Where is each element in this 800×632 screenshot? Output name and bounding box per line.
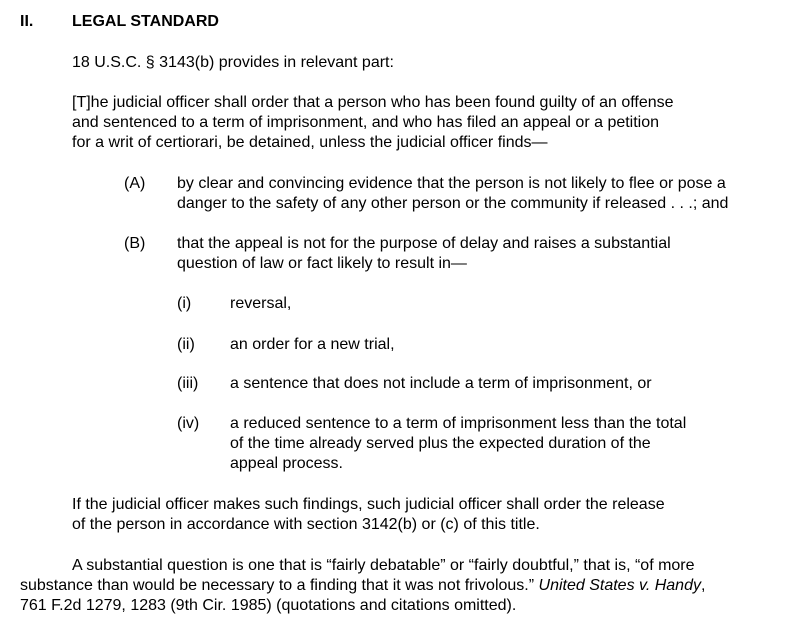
clause-b-text (177, 234, 671, 274)
subclause-line: appeal process. (230, 455, 343, 472)
paragraph-line (20, 576, 705, 596)
clause-line: by clear and convincing evidence that the person is not likely to flee or pose a (177, 175, 726, 192)
clause-line: danger to the safety of any other person or the community if released . . .; and (177, 195, 729, 212)
quote-closing (72, 495, 665, 535)
clause-a-text (177, 174, 728, 214)
quote-line: of the person in accordance with section 3142(b) or (c) of this title. (72, 516, 540, 533)
subclause-text (230, 414, 686, 474)
subclause-label: (i) (177, 295, 192, 312)
paragraph-text: substance than would be necessary to a finding that it was not frivolous.” (20, 577, 539, 594)
quote-line: If the judicial officer makes such findings, such judicial officer shall order the release (72, 496, 665, 513)
statute-intro: 18 U.S.C. § 3143(b) provides in relevant part: (72, 54, 394, 71)
paragraph-text: , (700, 577, 706, 594)
clause-a-label: (A) (124, 175, 146, 192)
section-title: LEGAL STANDARD (72, 13, 219, 30)
subclause-label: (iii) (177, 375, 199, 392)
subclause-label: (iv) (177, 415, 200, 432)
quote-line: [T]he judicial officer shall order that a person who has been found guilty of an offense (72, 94, 674, 111)
subclause-label: (ii) (177, 336, 195, 353)
section-number: II. (20, 13, 34, 30)
subclause-line: a reduced sentence to a term of imprisonment less than the total (230, 415, 687, 432)
case-citation: United States v. Handy (538, 577, 701, 594)
quote-opening (72, 93, 674, 153)
paragraph-line: 761 F.2d 1279, 1283 (9th Cir. 1985) (quotations and citations omitted). (20, 597, 517, 614)
subclause-text: an order for a new trial, (230, 336, 395, 353)
analysis-paragraph (20, 556, 705, 616)
subclause-text: a sentence that does not include a term of imprisonment, or (230, 375, 652, 392)
clause-line: that the appeal is not for the purpose of delay and raises a substantial (177, 235, 671, 252)
clause-line: question of law or fact likely to result in— (177, 255, 467, 272)
quote-line: and sentenced to a term of imprisonment, and who has filed an appeal or a petition (72, 114, 660, 131)
clause-b-label: (B) (124, 235, 146, 252)
subclause-line: of the time already served plus the expected duration of the (230, 435, 651, 452)
quote-line: for a writ of certiorari, be detained, unless the judicial officer finds— (72, 134, 548, 151)
paragraph-line: A substantial question is one that is “fairly debatable” or “fairly doubtful,” that is, “of more (72, 557, 695, 574)
subclause-text: reversal, (230, 295, 292, 312)
